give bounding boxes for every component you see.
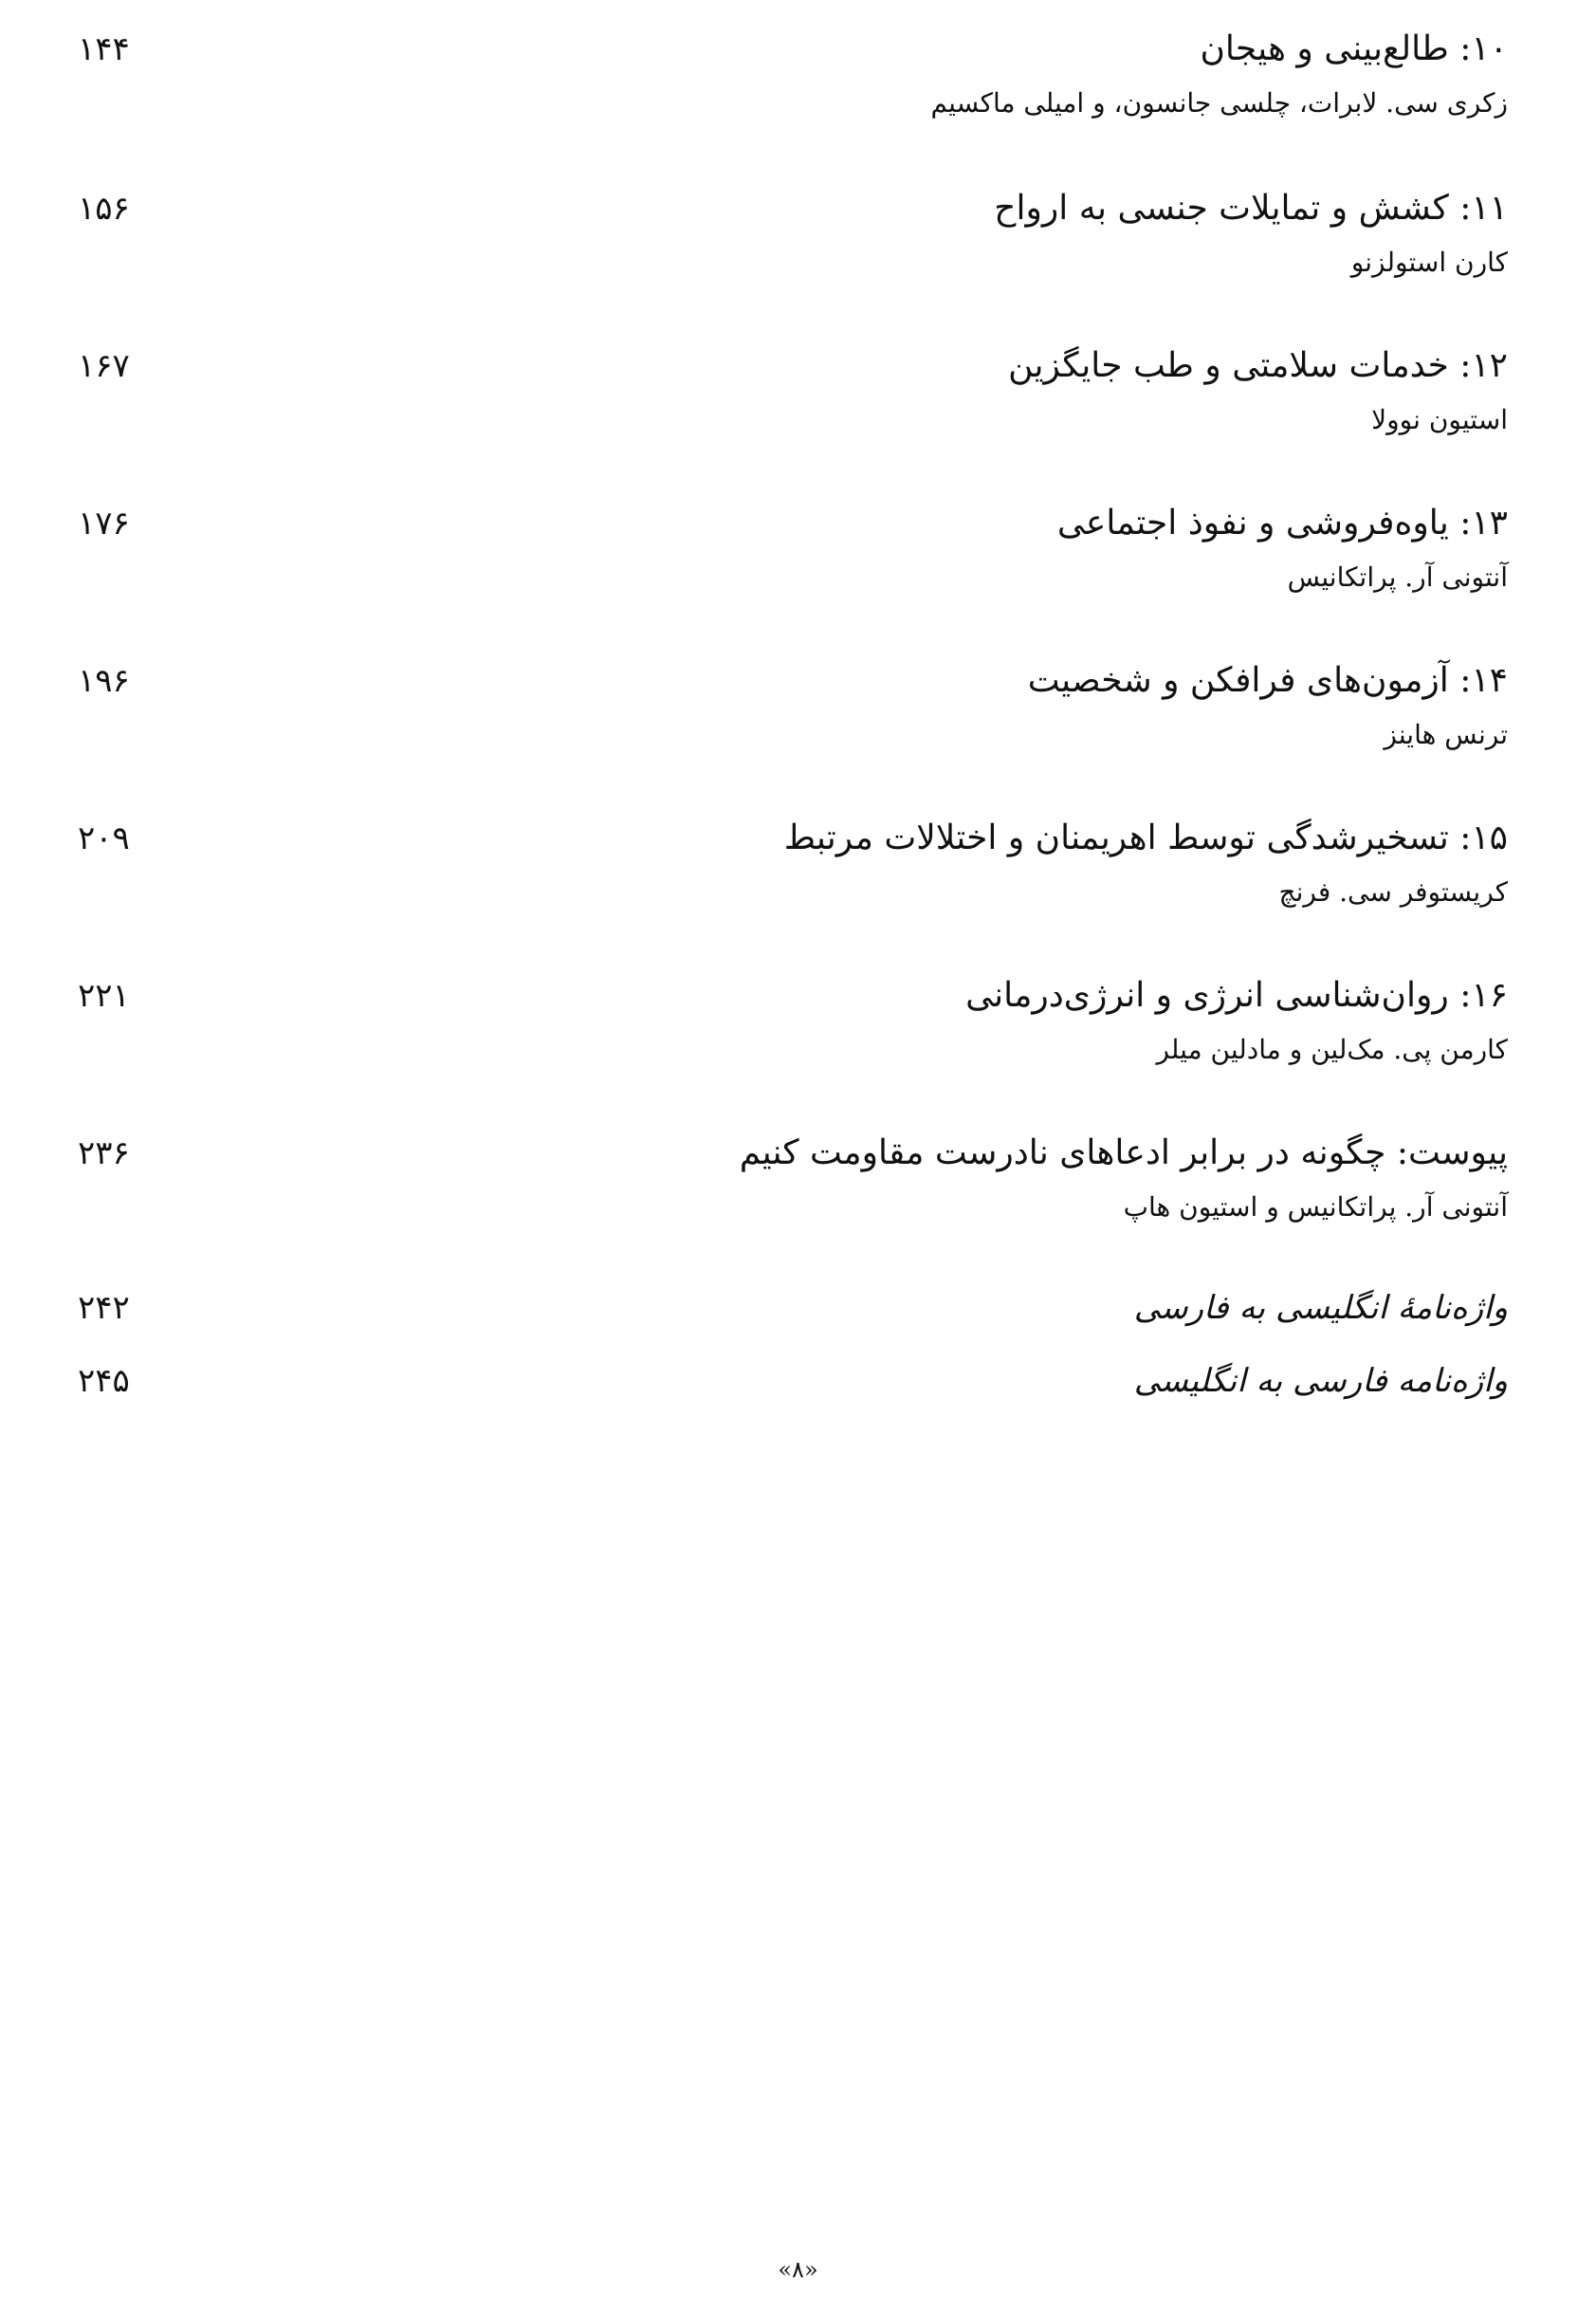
toc-entry-16 <box>66 973 1508 1115</box>
chapter-page-number: ۱۷۶ <box>78 505 130 543</box>
toc-entry-10 <box>66 27 1508 169</box>
chapter-page-number: ۲۰۹ <box>78 819 130 857</box>
toc-entry-12 <box>66 343 1508 486</box>
glossary-title: واژه‌نامهٔ انگلیسی به فارسی <box>1133 1289 1508 1327</box>
chapter-title: ۱۱: کشش و تمایلات جنسی به ارواح <box>994 189 1508 228</box>
chapter-page-number: ۱۵۶ <box>78 190 130 228</box>
chapter-title: ۱۴: آزمون‌های فرافکن و شخصیت <box>1027 661 1508 700</box>
page-footer-number: «۸» <box>778 2256 818 2283</box>
chapter-title: ۱۳: یاوه‌فروشی و نفوذ اجتماعی <box>1056 504 1508 543</box>
chapter-author: زکری سی. لابرات، چلسی جانسون، و امیلی ماکسیم <box>930 87 1508 119</box>
toc-entry-15 <box>66 816 1508 958</box>
chapter-author: کریستوفر سی. فرنچ <box>1278 876 1508 908</box>
chapter-title: ۱۰: طالع‌بینی و هیجان <box>1200 29 1508 68</box>
chapter-title: ۱۲: خدمات سلامتی و طب جایگزین <box>1008 346 1508 385</box>
chapter-title: ۱۵: تسخیرشدگی توسط اهریمنان و اختلالات مرتبط <box>783 819 1508 857</box>
toc-entry-appendix <box>66 1131 1508 1273</box>
toc-entry-14 <box>66 658 1508 800</box>
chapter-author: آنتونی آر. پراتکانیس <box>1287 561 1508 593</box>
chapter-author: استیون نوولا <box>1371 404 1508 435</box>
chapter-author: کارن استولزنو <box>1350 247 1508 278</box>
toc-entry-glossary-en-fa <box>66 1285 1508 1338</box>
chapter-author: ترنس هاینز <box>1384 719 1508 750</box>
toc-entry-11 <box>66 186 1508 328</box>
glossary-page-number: ۲۴۵ <box>78 1362 130 1400</box>
glossary-title: واژه‌نامه فارسی به انگلیسی <box>1133 1362 1508 1400</box>
toc-entry-13 <box>66 501 1508 643</box>
chapter-page-number: ۱۶۷ <box>78 347 130 385</box>
chapter-author: کارمن پی. مک‌لین و مادلین میلر <box>1156 1034 1508 1065</box>
chapter-page-number: ۱۴۴ <box>78 30 130 68</box>
chapter-page-number: ۱۹۶ <box>78 662 130 700</box>
chapter-title: پیوست: چگونه در برابر ادعاهای نادرست مقاومت کنیم <box>739 1133 1508 1172</box>
chapter-title: ۱۶: روان‌شناسی انرژی و انرژی‌درمانی <box>965 976 1508 1015</box>
chapter-page-number: ۲۳۶ <box>78 1134 130 1172</box>
glossary-page-number: ۲۴۲ <box>78 1289 130 1327</box>
toc-entry-glossary-fa-en <box>66 1358 1508 1411</box>
chapter-author: آنتونی آر. پراتکانیس و استیون هاپ <box>1123 1191 1508 1223</box>
chapter-page-number: ۲۲۱ <box>78 977 130 1015</box>
